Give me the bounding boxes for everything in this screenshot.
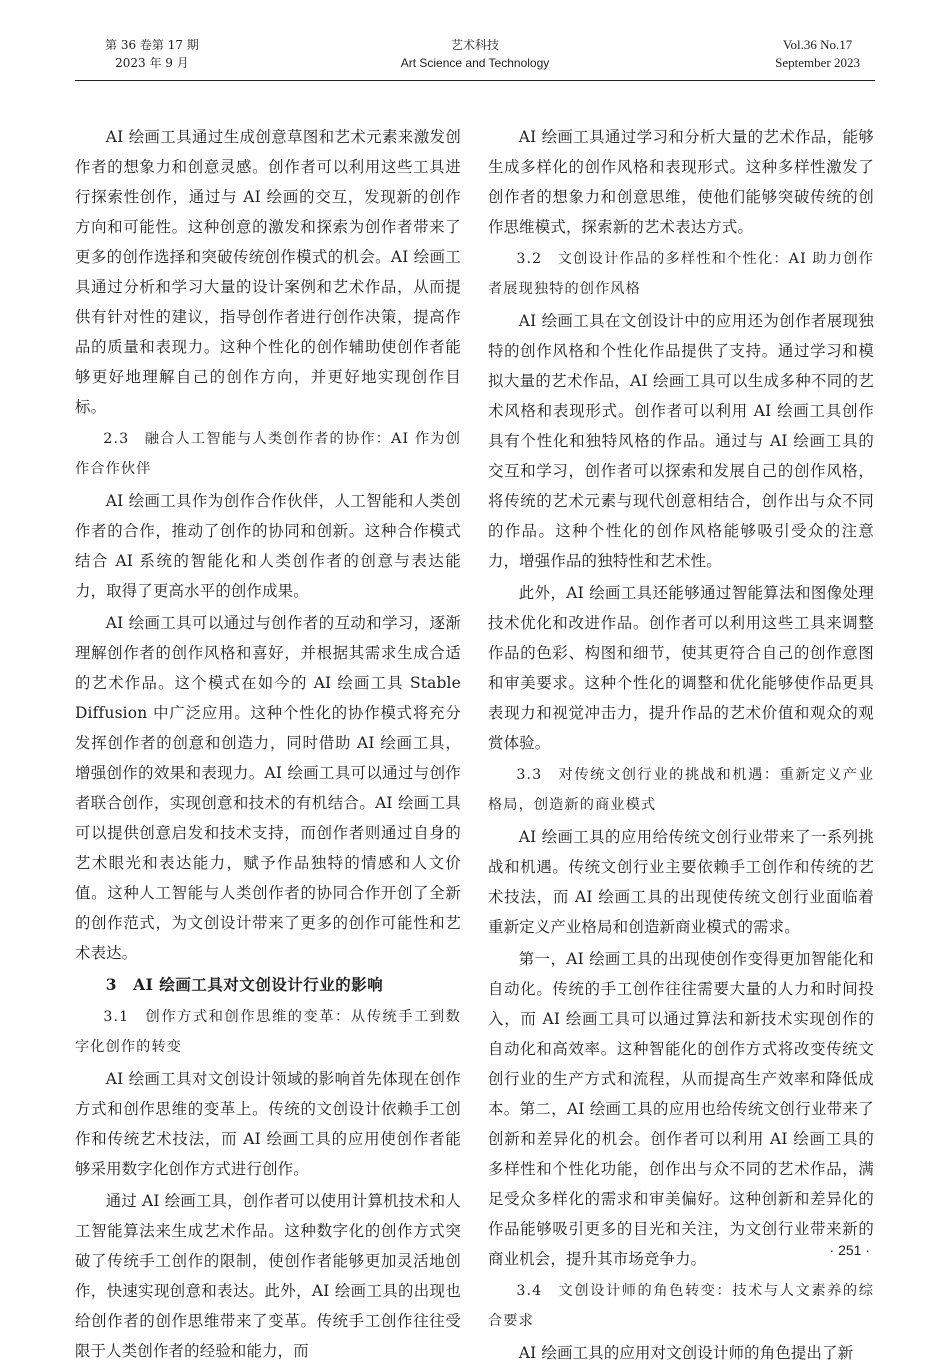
subsection-heading: 3.3 对传统文创行业的挑战和机遇：重新定义产业格局，创造新的商业模式	[488, 767, 874, 813]
paragraph: AI 绘画工具在文创设计中的应用还为创作者展现独特的创作风格和个性化作品提供了支持。通过学习和模拟大量的艺术作品，AI 绘画工具可以生成多种不同的艺术风格和表现形式。创作者可以利用 AI 绘画工具创作具有个性化和独特风格的作品。通过与 AI 绘画工具的交互和学习，创作者可以探索和发展自己的创作风格，将传统的艺术元素与现代创意相结合，创作出与众不同的作品。这种个性化的创作风格能够吸引受众的注意力，增强作品的独特性和艺术性。	[488, 312, 874, 570]
paragraph: 通过 AI 绘画工具，创作者可以使用计算机技术和人工智能算法来生成艺术作品。这种数字化的创作方式突破了传统手工创作的限制，使创作者能够更加灵活地创作，快速实现创意和表达。此外，AI 绘画工具的出现也给创作者的创作思维带来了变革。传统手工创作往往受限于人类创作者的经验和能力，而	[75, 1192, 461, 1360]
left-column	[75, 122, 461, 1368]
paragraph: AI 绘画工具通过学习和分析大量的艺术作品，能够生成多样化的创作风格和表现形式。这种多样性激发了创作者的想象力和创意思维，使他们能够突破传统的创作思维模式，探索新的艺术表达方式。	[488, 128, 874, 236]
subsection-heading: 3.1 创作方式和创作思维的变革：从传统手工到数字化创作的转变	[75, 1009, 461, 1055]
paragraph: 此外，AI 绘画工具还能够通过智能算法和图像处理技术优化和改进作品。创作者可以利用这些工具来调整作品的色彩、构图和细节，使其更符合自己的创作意图和审美要求。这种个性化的调整和优化能够使作品更具表现力和视觉冲击力，提升作品的艺术价值和观众的观赏体验。	[488, 584, 874, 752]
header-volume-issue: 第 36 卷第 17 期	[105, 38, 199, 52]
paragraph: 第一，AI 绘画工具的出现使创作变得更加智能化和自动化。传统的手工创作往往需要大量的人力和时间投入，而 AI 绘画工具可以通过算法和新技术实现创作的自动化和高效率。这种智能化的创作方式将改变传统文创行业的生产方式和流程，从而提高生产效率和降低成本。第二，AI 绘画工具的应用也给传统文创行业带来了创新和差异化的机会。创作者可以利用 AI 绘画工具的多样性和个性化功能，创作出与众不同的艺术作品，满足受众多样化的需求和审美偏好。这种创新和差异化的作品能够吸引更多的目光和关注，为文创行业带来新的商业机会，提升其市场竞争力。	[488, 950, 874, 1268]
subsection-heading: 3.4 文创设计师的角色转变：技术与人文素养的综合要求	[488, 1283, 874, 1329]
header-month-year: September 2023	[775, 55, 860, 70]
right-column	[488, 122, 874, 1370]
header-journal-title	[75, 36, 875, 72]
header-journal-name-cn: 艺术科技	[450, 38, 499, 52]
header-divider	[75, 80, 875, 81]
header-volume-en	[775, 36, 860, 72]
header-date: 2023 年 9 月	[115, 56, 189, 70]
subsection-heading: 3.2 文创设计作品的多样性和个性化：AI 助力创作者展现独特的创作风格	[488, 251, 874, 297]
paragraph: AI 绘画工具可以通过与创作者的互动和学习，逐渐理解创作者的创作风格和喜好，并根据其需求生成合适的艺术作品。这个模式在如今的 AI 绘画工具 Stable Diffusion 中广泛应用。这种个性化的协作模式将充分发挥创作者的创意和创造力，同时借助 AI 绘画工具，增强创作的效果和表现力。AI 绘画工具可以通过与创作者联合创作，实现创意和技术的有机结合。AI 绘画工具可以提供创意启发和技术支持，而创作者则通过自身的艺术眼光和表达能力，赋予作品独特的情感和人文价值。这种人工智能与人类创作者的协同合作开创了全新的创作范式，为文创设计带来了更多的创作可能性和艺术表达。	[75, 614, 461, 962]
paragraph: AI 绘画工具的应用给传统文创行业带来了一系列挑战和机遇。传统文创行业主要依赖手工创作和传统的艺术技法，而 AI 绘画工具的出现使传统文创行业面临着重新定义产业格局和创造新商业模式的需求。	[488, 828, 874, 936]
section-heading: 3 AI 绘画工具对文创设计行业的影响	[105, 976, 384, 994]
paragraph: AI 绘画工具的应用对文创设计师的角色提出了新	[518, 1344, 854, 1362]
page-number: · 251 ·	[829, 1242, 870, 1258]
header-journal-name-en: Art Science and Technology	[400, 56, 550, 70]
paragraph: AI 绘画工具作为创作合作伙伴，人工智能和人类创作者的合作，推动了创作的协同和创新。这种合作模式结合 AI 系统的智能化和人类创作者的创意与表达能力，取得了更高水平的创作成果。	[75, 492, 461, 600]
header-vol-no: Vol.36 No.17	[782, 37, 853, 52]
paragraph: AI 绘画工具通过生成创意草图和艺术元素来激发创作者的想象力和创意灵感。创作者可以利用这些工具进行探索性创作，通过与 AI 绘画的交互，发现新的创作方向和可能性。这种创意的激发和探索为创作者带来了更多的创作选择和突破传统创作模式的机会。AI 绘画工具通过分析和学习大量的设计案例和艺术作品，从而提供有针对性的建议，指导创作者进行创作决策，提高作品的质量和表现力。这种个性化的创作辅助使创作者能够更好地理解自己的创作方向，并更好地实现创作目标。	[75, 128, 461, 416]
subsection-heading: 2.3 融合人工智能与人类创作者的协作：AI 作为创作合作伙伴	[75, 431, 461, 477]
paragraph: AI 绘画工具对文创设计领域的影响首先体现在创作方式和创作思维的变革上。传统的文创设计依赖手工创作和传统艺术技法，而 AI 绘画工具的应用使创作者能够采用数字化创作方式进行创作。	[75, 1070, 461, 1178]
journal-header	[75, 36, 875, 76]
